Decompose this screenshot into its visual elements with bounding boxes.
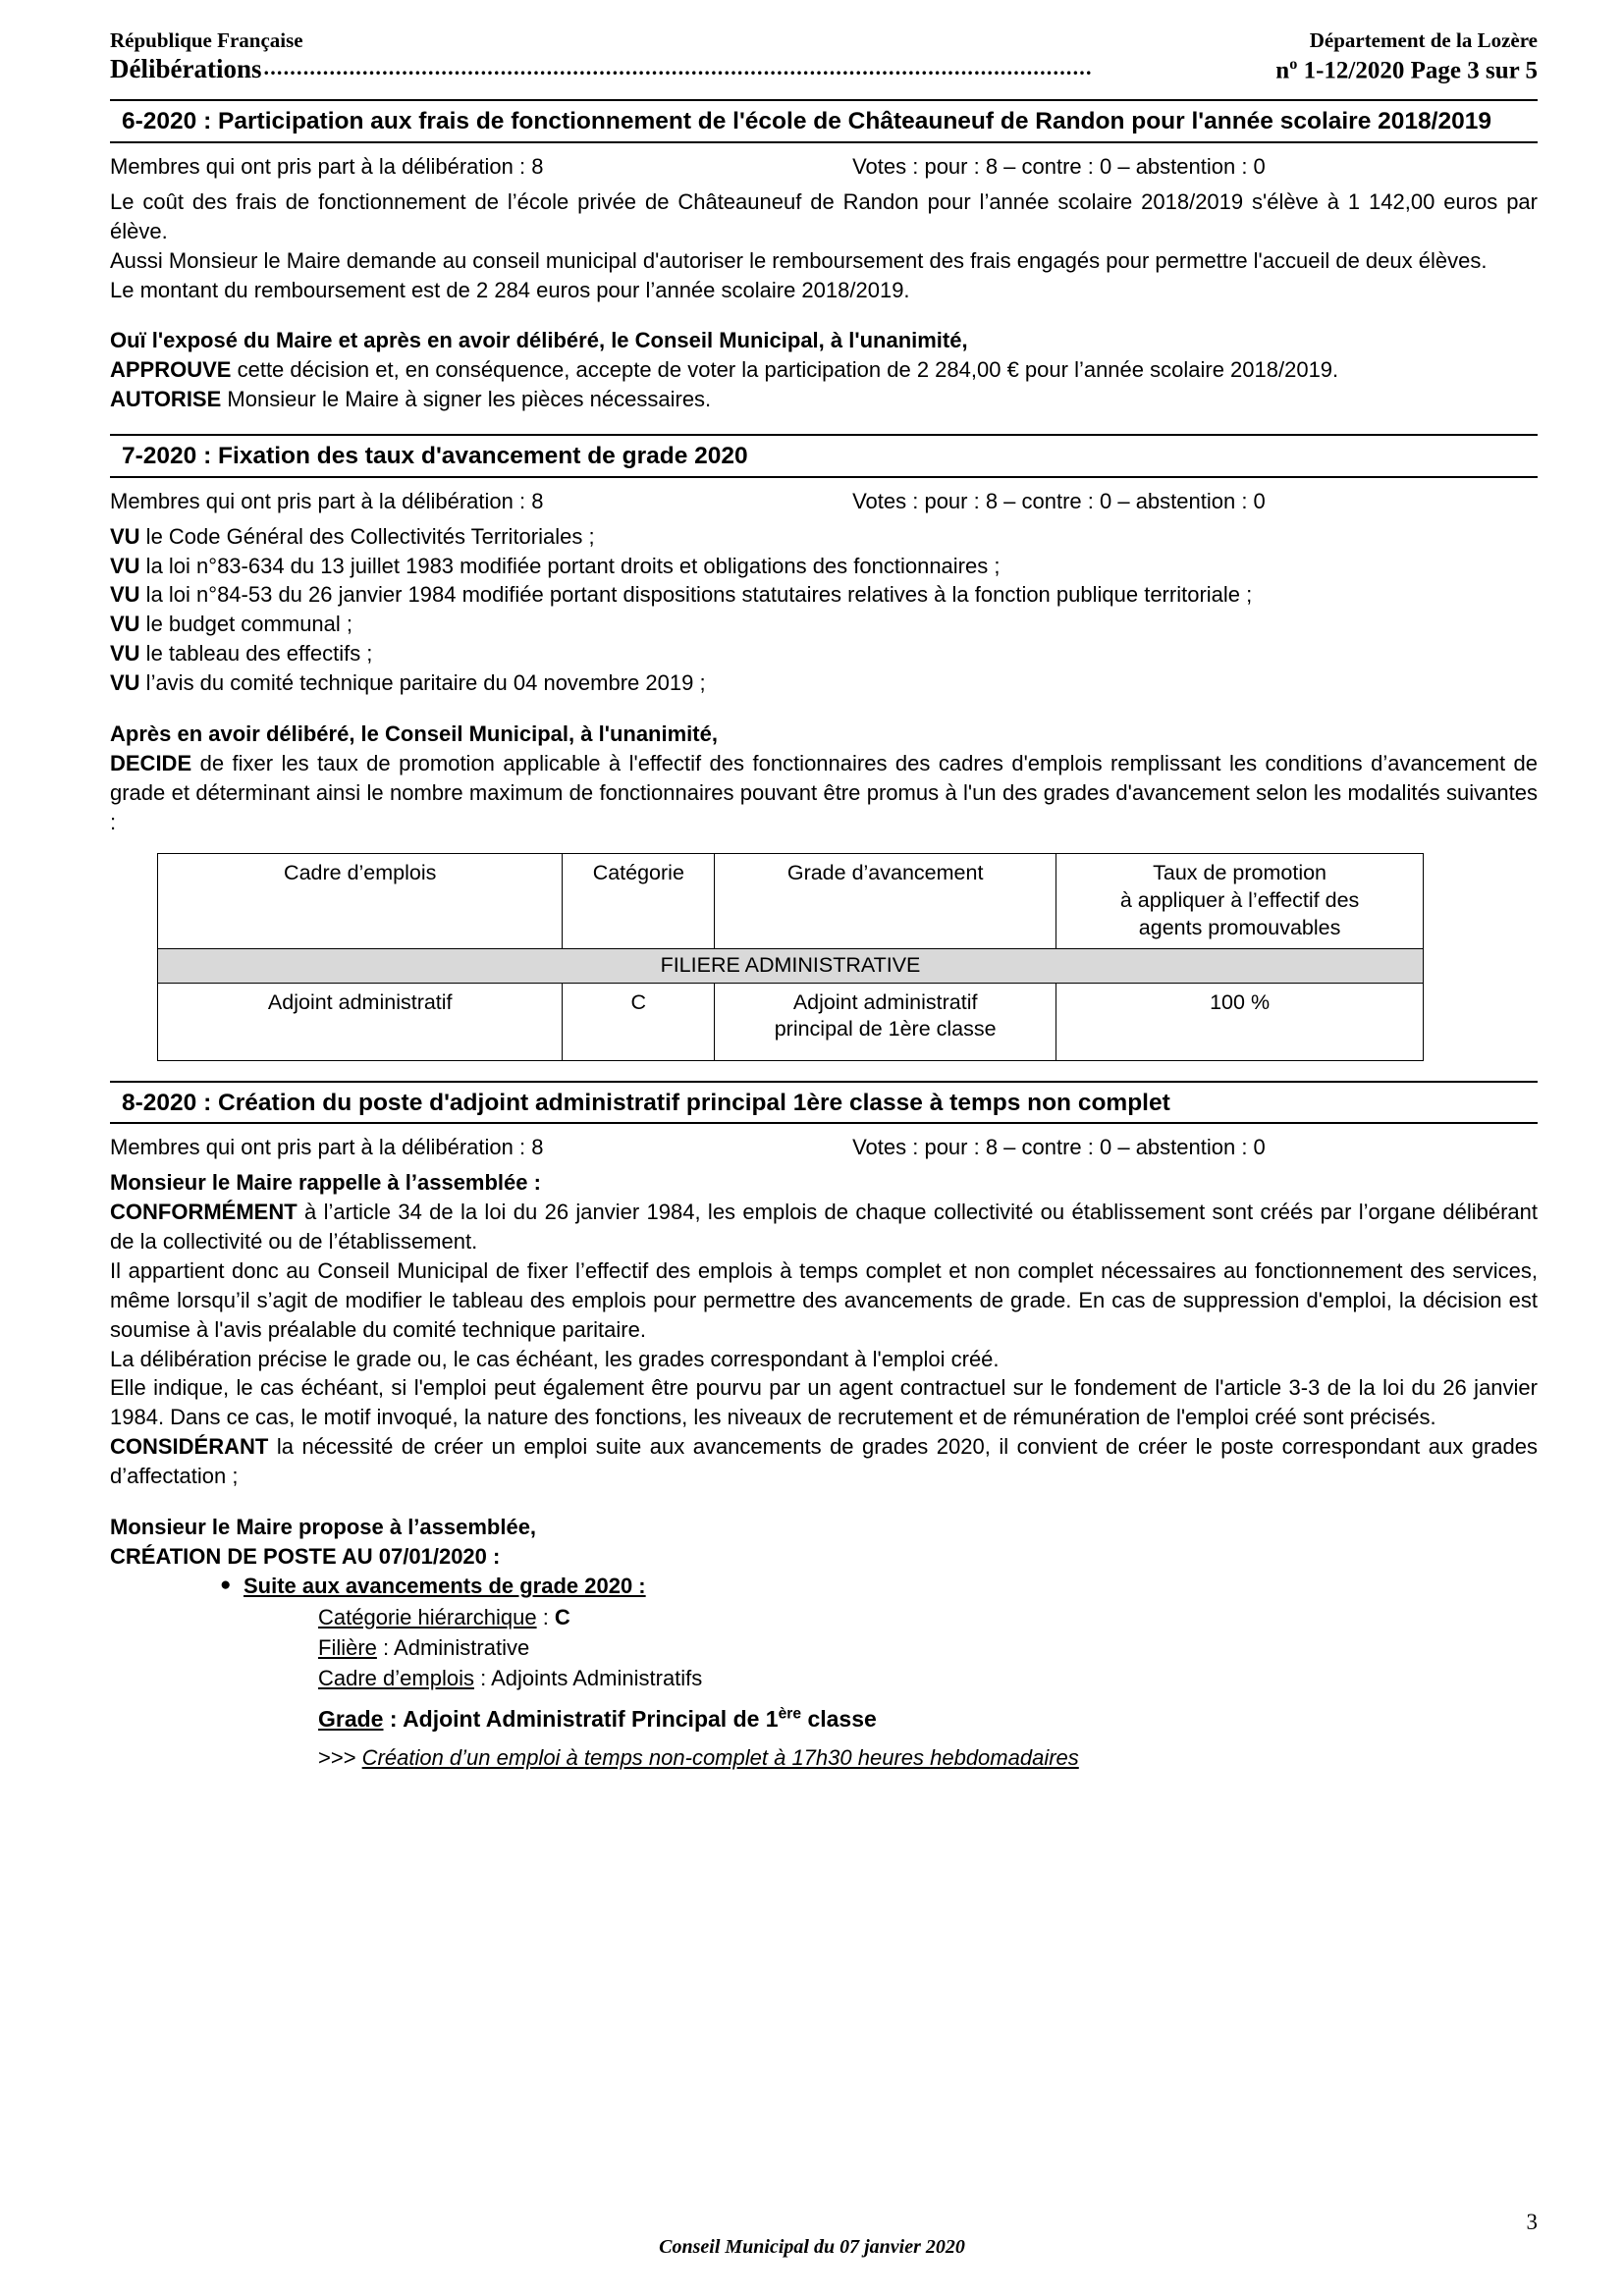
members-count-7-2020: Membres qui ont pris part à la délibération : 8 <box>110 488 544 513</box>
vu-text-4: le budget communal ; <box>139 612 353 637</box>
paragraph-conformement <box>110 1198 1538 1256</box>
detail-categorie-value: C <box>554 1604 570 1629</box>
table-header-categorie: Catégorie <box>563 853 715 948</box>
table-body <box>158 948 1424 1060</box>
arrows-marker: >>> <box>318 1745 362 1770</box>
spacer <box>110 304 1538 326</box>
cell-categorie: C <box>563 983 715 1060</box>
vu-item-3 <box>110 580 1538 610</box>
keyword-conformement: CONFORMÉMENT <box>110 1199 298 1224</box>
vote-line-8-2020 <box>110 1133 1538 1162</box>
detail-filiere <box>318 1632 1538 1663</box>
paragraph-8-1: Il appartient donc au Conseil Municipal de fixer l’effectif des emplois à temps complet et non complet nécessaires au fonctionnement des services, même lorsqu’il s’agit de modifier le tableau des emplois pour permettre des avancements de grade. En cas de suppression d'emploi, la décision est soumise à l'avis préalable du comité technique paritaire. <box>110 1257 1538 1342</box>
propose-heading: Monsieur le Maire propose à l’assemblée, <box>110 1515 537 1540</box>
decision-approuve-text: cette décision et, en conséquence, accepte de voter la participation de 2 284,00 € pour l’année scolaire 2018/2019. <box>231 357 1339 383</box>
vote-line-6-2020 <box>110 152 1538 182</box>
decision-approuve-6-2020 <box>110 355 1538 385</box>
keyword-vu-3: VU <box>110 582 140 608</box>
considerant-text: la nécessité de créer un emploi suite aux avancements de grades 2020, il convient de créer le poste correspondant aux grades d’affectation ; <box>110 1434 1538 1489</box>
cell-grade-line1: Adjoint administratif <box>792 989 978 1014</box>
keyword-decide: DECIDE <box>110 751 192 775</box>
decision-autorise-text: Monsieur le Maire à signer les pièces nécessaires. <box>221 387 712 412</box>
keyword-vu-2: VU <box>110 553 140 578</box>
paragraph-considerant <box>110 1432 1538 1491</box>
cell-grade <box>715 983 1056 1060</box>
detail-categorie <box>318 1602 1538 1632</box>
keyword-vu-5: VU <box>110 641 140 667</box>
header-bottom-row <box>110 53 1538 85</box>
paragraph-8-2: La délibération précise le grade ou, le cas échéant, les grades correspondant à l'emploi créé. <box>110 1346 1000 1371</box>
bullet-label: Suite aux avancements de grade 2020 : <box>244 1573 646 1598</box>
votes-tally-6-2020: Votes : pour : 8 – contre : 0 – abstention : 0 <box>852 154 1266 180</box>
page-number: 3 <box>1526 2210 1538 2234</box>
keyword-vu-1: VU <box>110 523 140 549</box>
vote-line-7-2020 <box>110 487 1538 516</box>
table-header-taux-line1: Taux de promotion <box>1153 860 1327 884</box>
recall-heading-8-2020: Monsieur le Maire rappelle à l’assemblée : <box>110 1170 541 1196</box>
detail-cadre-emplois <box>318 1663 1538 1693</box>
bullet-dot-icon: ● <box>220 1574 232 1595</box>
detail-grade-label: Grade <box>318 1706 384 1733</box>
detail-categorie-label: Catégorie hiérarchique <box>318 1604 537 1629</box>
votes-tally-7-2020: Votes : pour : 8 – contre : 0 – abstention : 0 <box>852 488 1266 513</box>
keyword-considerant: CONSIDÉRANT <box>110 1434 269 1460</box>
cell-taux: 100 % <box>1056 983 1424 1060</box>
members-count-6-2020: Membres qui ont pris part à la délibération : 8 <box>110 154 544 180</box>
department-label: Département de la Lozère <box>1309 28 1538 52</box>
creation-poste-heading: CRÉATION DE POSTE AU 07/01/2020 : <box>110 1543 501 1569</box>
deliberations-label: Délibérations <box>110 54 262 84</box>
table-group-label: FILIERE ADMINISTRATIVE <box>158 948 1424 983</box>
members-count-8-2020: Membres qui ont pris part à la délibération : 8 <box>110 1135 544 1160</box>
vu-text-1: le Code Général des Collectivités Territoriales ; <box>139 523 595 549</box>
vu-text-5: le tableau des effectifs ; <box>139 641 373 667</box>
header-top-row <box>110 27 1538 53</box>
vu-item-5 <box>110 639 1538 668</box>
table-header-taux-line3: agents promouvables <box>1138 915 1341 939</box>
spacer <box>110 1491 1538 1513</box>
table-header-cadre: Cadre d’emplois <box>158 853 563 948</box>
table-header-grade: Grade d’avancement <box>715 853 1056 948</box>
decision-decide-7-2020 <box>110 749 1538 837</box>
detail-filiere-value: Administrative <box>394 1634 530 1660</box>
vu-text-2: la loi n°83-634 du 13 juillet 1983 modifiée portant droits et obligations des fonctionnaires ; <box>139 553 1001 578</box>
detail-creation-emploi <box>318 1742 1538 1773</box>
conformement-text: à l’article 34 de la loi du 26 janvier 1984, les emplois de chaque collectivité ou établissement sont créés par l’organe délibérant de la collectivité ou de l’établissement. <box>110 1199 1538 1254</box>
decide-text: de fixer les taux de promotion applicable à l'effectif des fonctionnaires des cadres d'emplois remplissant les conditions d’avancement de grade et déterminant ainsi le nombre maximum de fonctionnaires pouvant être promus à l'un des grades d'avancement selon les modalités suivantes : <box>110 751 1538 834</box>
reference-superscript: o <box>1289 54 1298 73</box>
detail-creation-text: Création d’un emploi à temps non-complet à 17h30 heures hebdomadaires <box>361 1745 1079 1770</box>
table-header-row <box>158 853 1424 948</box>
table-header-taux <box>1056 853 1424 948</box>
decision-heading-6-2020: Ouï l'exposé du Maire et après en avoir délibéré, le Conseil Municipal, à l'unanimité, <box>110 328 968 353</box>
detail-filiere-sep: : <box>376 1634 395 1660</box>
footer-caption: Conseil Municipal du 07 janvier 2020 <box>659 2236 965 2258</box>
vu-item-2 <box>110 552 1538 581</box>
detail-grade-sep: : Adjoint Administratif Principal de 1 <box>383 1706 779 1733</box>
detail-grade-suffix: classe <box>801 1706 877 1733</box>
detail-grade-ordinal: ère <box>778 1705 802 1723</box>
table-header <box>158 853 1424 948</box>
detail-categorie-sep: : <box>536 1604 555 1629</box>
republic-label: République Française <box>110 28 303 52</box>
cell-grade-line2: principal de 1ère classe <box>774 1017 997 1041</box>
table-header-taux-line2: à appliquer à l’effectif des <box>1119 887 1360 912</box>
document-reference <box>1275 55 1538 85</box>
detail-cadre-label: Cadre d’emplois <box>318 1666 474 1691</box>
vu-text-3: la loi n°84-53 du 26 janvier 1984 modifiée portant dispositions statutaires relatives à la fonction publique territoriale ; <box>139 582 1253 608</box>
votes-tally-8-2020: Votes : pour : 8 – contre : 0 – abstention : 0 <box>852 1135 1266 1160</box>
detail-filiere-label: Filière <box>318 1634 377 1660</box>
table-row <box>158 983 1424 1060</box>
keyword-approuve: APPROUVE <box>110 357 232 383</box>
reference-prefix: n <box>1275 57 1290 84</box>
keyword-vu-6: VU <box>110 670 140 696</box>
decision-autorise-6-2020 <box>110 385 1538 414</box>
document-header <box>110 27 1538 85</box>
vu-item-4 <box>110 610 1538 639</box>
dot-leader: .............................................................................................................................. <box>263 55 1093 80</box>
paragraph-6-3: Le montant du remboursement est de 2 284 euros pour l’année scolaire 2018/2019. <box>110 277 910 302</box>
reference-value: 1-12/2020 Page 3 sur 5 <box>1297 57 1538 84</box>
section-title-7-2020: 7-2020 : Fixation des taux d'avancement de grade 2020 <box>110 434 1538 478</box>
vu-item-1 <box>110 522 1538 552</box>
paragraph-8-3: Elle indique, le cas échéant, si l'emploi peut également être pourvu par un agent contractuel sur le fondement de l'article 3-3 de la loi du 26 janvier 1984. Dans ce cas, le motif invoqué, la nature des fonctions, les niveaux de recrutement et de rémunération de l'emploi créé sont précisés. <box>110 1375 1538 1430</box>
paragraph-6-1: Le coût des frais de fonctionnement de l’école privée de Châteauneuf de Randon pour l’année scolaire 2018/2019 s'élève à 1 142,00 euros par élève. <box>110 188 1538 243</box>
detail-grade <box>318 1703 1538 1735</box>
table-group-row <box>158 948 1424 983</box>
bullet-list-item <box>220 1572 1538 1602</box>
keyword-autorise: AUTORISE <box>110 387 222 412</box>
decision-heading-7-2020: Après en avoir délibéré, le Conseil Municipal, à l'unanimité, <box>110 721 718 747</box>
section-title-8-2020: 8-2020 : Création du poste d'adjoint administratif principal 1ère classe à temps non complet <box>110 1081 1538 1125</box>
detail-cadre-sep: : <box>473 1666 492 1691</box>
vu-text-6: l’avis du comité technique paritaire du 04 novembre 2019 ; <box>139 670 706 696</box>
cell-cadre: Adjoint administratif <box>158 983 563 1060</box>
detail-cadre-value: Adjoints Administratifs <box>491 1666 703 1691</box>
spacer <box>110 698 1538 720</box>
paragraph-6-2: Aussi Monsieur le Maire demande au conseil municipal d'autoriser le remboursement des frais engagés pour permettre l'accueil de deux élèves. <box>110 247 1488 273</box>
section-title-6-2020: 6-2020 : Participation aux frais de fonctionnement de l'école de Châteauneuf de Randon pour l'année scolaire 2018/2019 <box>110 99 1538 143</box>
promotion-rates-table <box>157 853 1424 1061</box>
document-footer <box>0 2236 1624 2259</box>
keyword-vu-4: VU <box>110 612 140 637</box>
vu-item-6 <box>110 668 1538 698</box>
